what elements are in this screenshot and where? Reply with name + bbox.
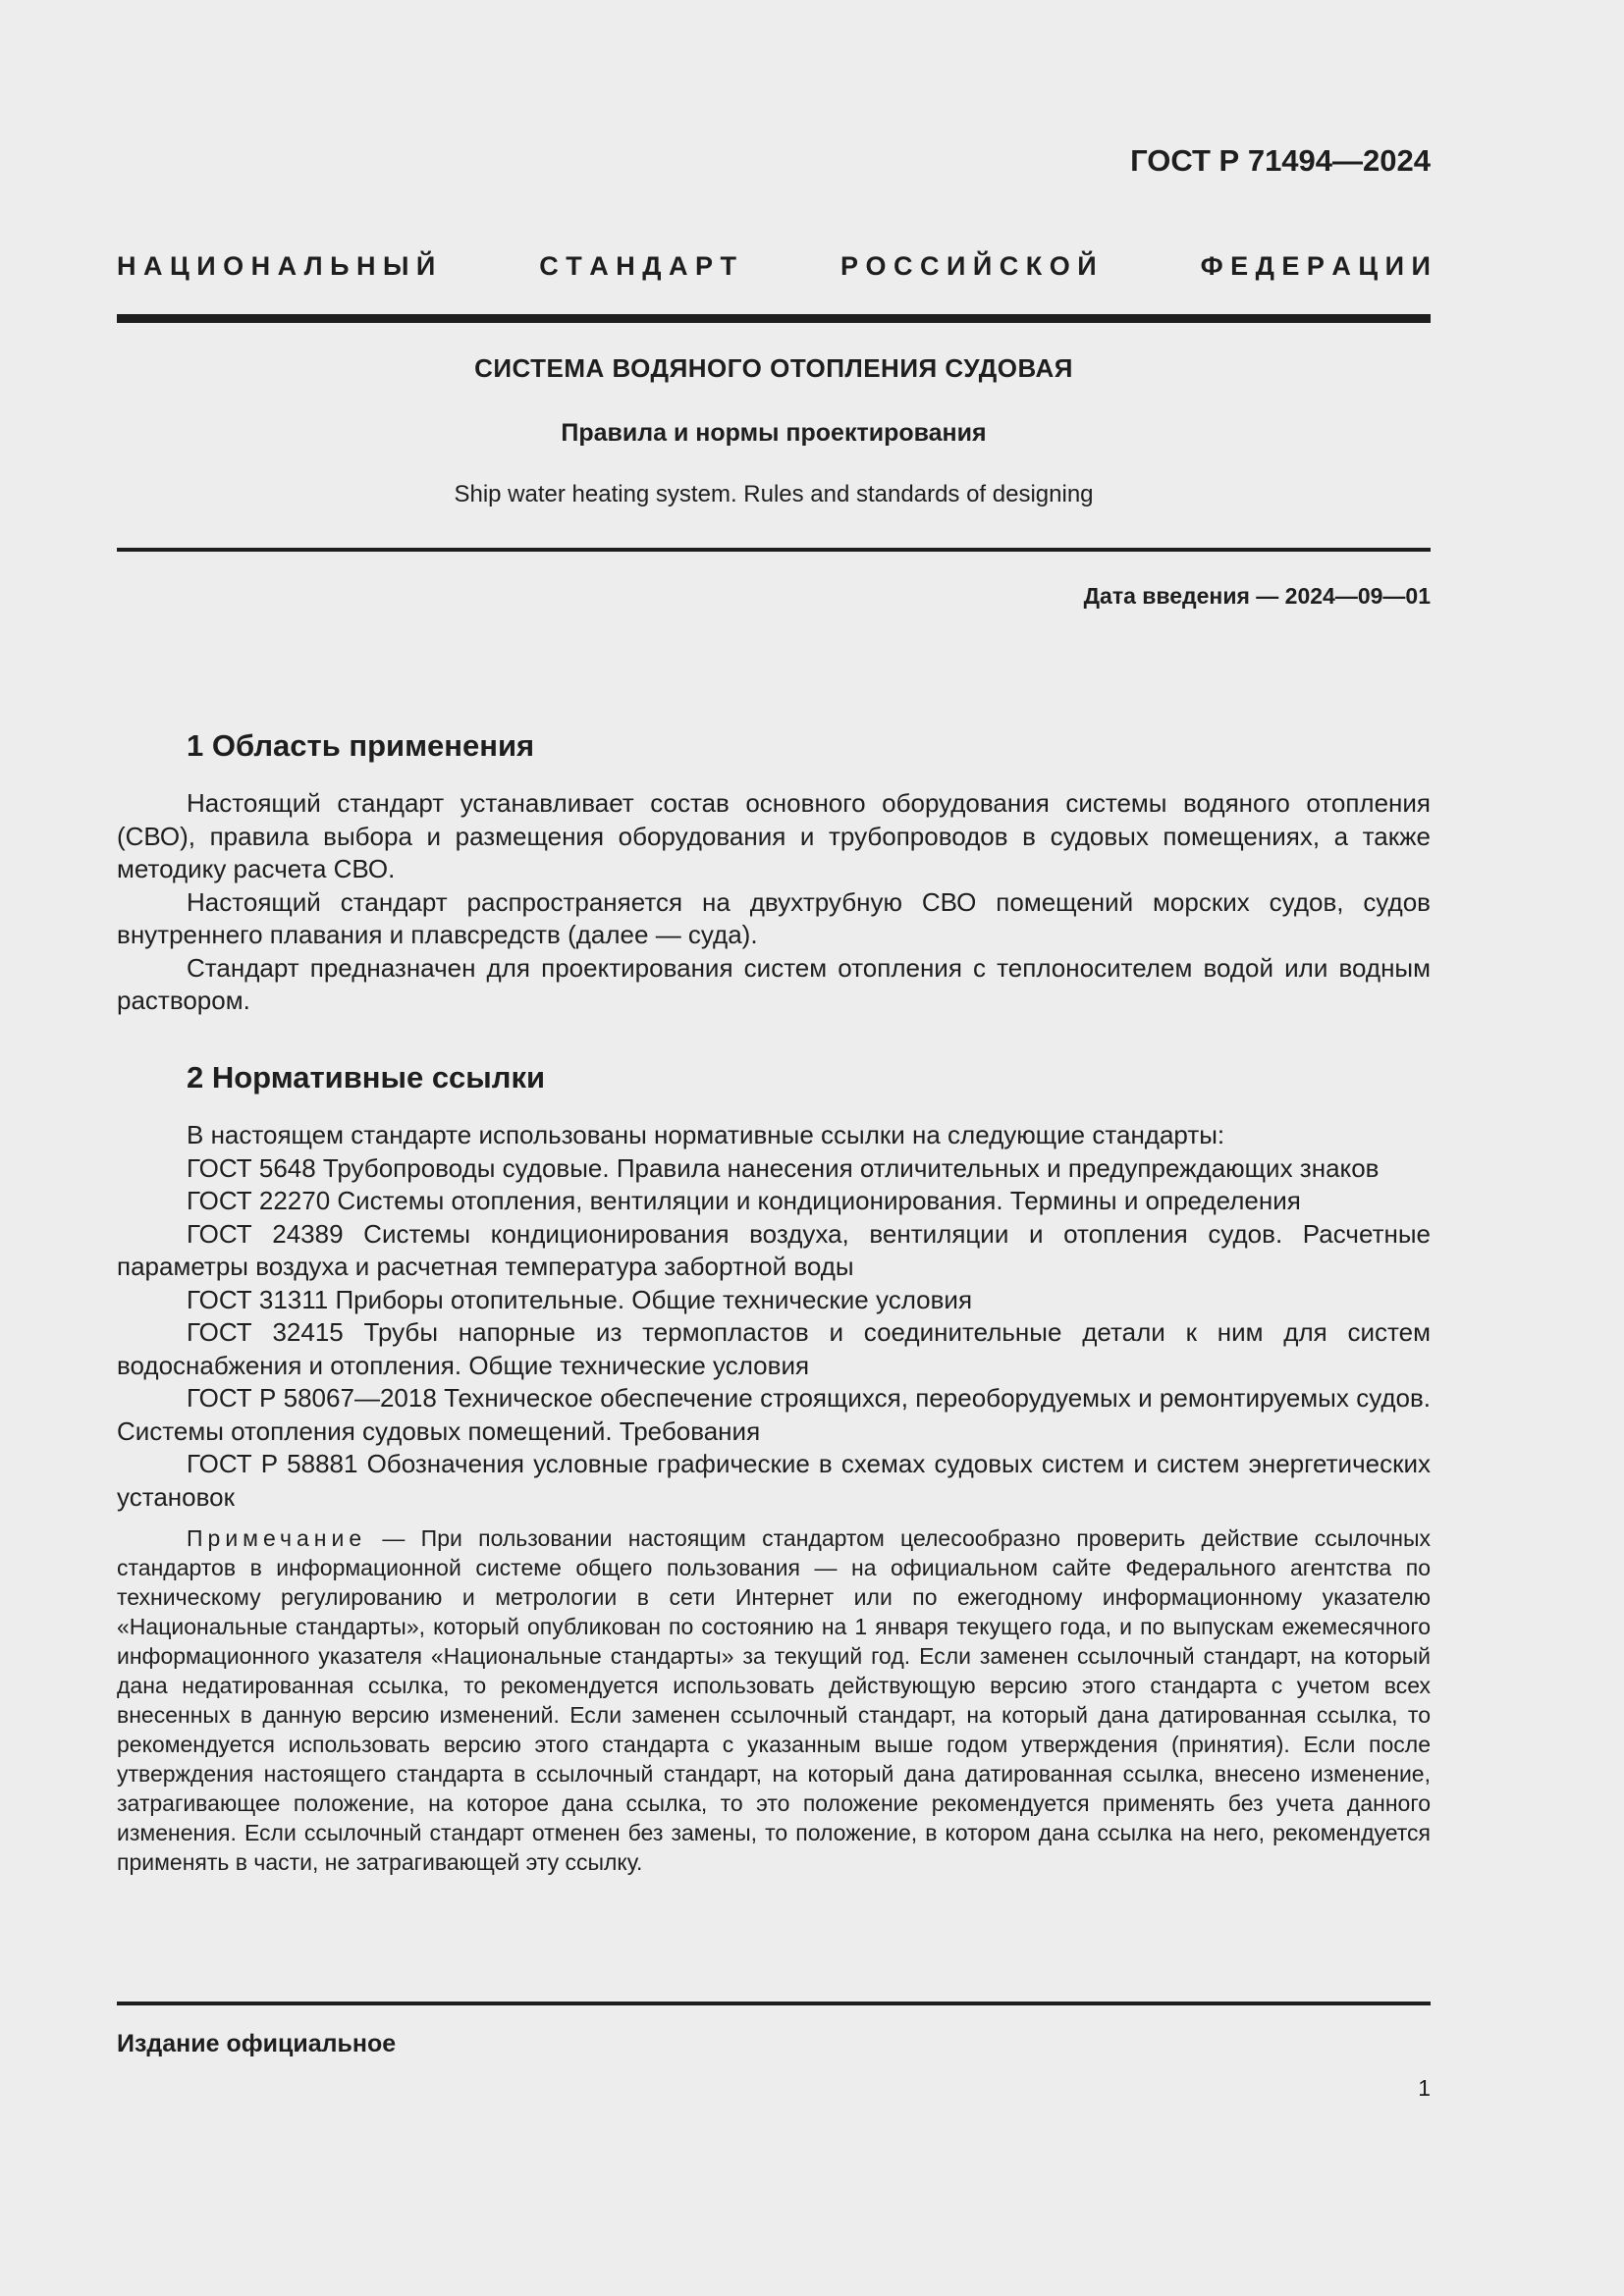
edition-label: Издание официальное <box>117 2030 397 2057</box>
banner-word: Н А Ц И О Н А Л Ь Н Ы Й <box>117 251 436 281</box>
section-heading: 2 Нормативные ссылки <box>187 1060 546 1095</box>
document-page <box>117 0 1431 2296</box>
document-title: СИСТЕМА ВОДЯНОГО ОТОПЛЕНИЯ СУДОВАЯ <box>474 353 1073 383</box>
paragraph: Настоящий стандарт распространяется на двухтрубную СВО помещений морских судов, судов внутреннего плавания и плавсредств (далее — суда). <box>117 886 1431 949</box>
header-divider <box>117 314 1431 323</box>
reference-item: ГОСТ Р 58067—2018 Техническое обеспечение строящихся, переоборудуемых и ремонтируемых судов. Системы отопления судовых помещений. Требования <box>117 1383 1431 1446</box>
paragraph: Стандарт предназначен для проектирования систем отопления с теплоносителем водой или водным раствором. <box>117 952 1431 1015</box>
paragraph: Настоящий стандарт устанавливает состав основного оборудования системы водяного отопления (СВО), правила выбора и размещения оборудования и трубопроводов в судовых помещениях, а также методику расчета СВО. <box>117 788 1431 883</box>
banner-word: С Т А Н Д А Р Т <box>539 251 737 281</box>
note-text: — При пользовании настоящим стандартом целесообразно проверить действие ссылочных стандартов в информационной системе общего пользования — на официальном сайте Федерального агентства по техническому регулированию и метрологии в сети Интернет или по ежегодному информационному указателю «Национальные стандарты», который опубликован по состоянию на 1 января текущего года, и по выпускам ежемесячного информационного указателя «Национальные стандарты» за текущий год. Если заменен ссылочный стандарт, на который дана недатированная ссылка, то рекомендуется использовать действующую версию этого стандарта с учетом всех внесенных в данную версию изменений. Если заменен ссылочный стандарт, на который дана датированная ссылка, то рекомендуется использовать версию этого стандарта с указанным выше годом утверждения (принятия). Если после утверждения настоящего стандарта в ссылочный стандарт, на который дана датированная ссылка, внесено изменение, затрагивающее положение, на которое дана ссылка, то это положение рекомендуется применять без учета данного изменения. Если ссылочный стандарт отменен без замены, то положение, в котором дана ссылка на него, рекомендуется применять в части, не затрагивающей эту ссылку. <box>117 1525 1431 1875</box>
reference-item: ГОСТ Р 58881 Обозначения условные графические в схемах судовых систем и систем энергетических установок <box>117 1449 1431 1512</box>
document-subtitle: Правила и нормы проектирования <box>561 419 987 447</box>
reference-item: ГОСТ 32415 Трубы напорные из термопластов и соединительные детали к ним для систем водоснабжения и отопления. Общие технические условия <box>117 1317 1431 1380</box>
banner-word: Ф Е Д Е Р А Ц И И <box>1200 251 1431 281</box>
title-divider <box>117 548 1431 552</box>
introduction-date: Дата введения — 2024—09—01 <box>1083 583 1431 609</box>
document-number: ГОСТ Р 71494—2024 <box>1130 143 1431 178</box>
section-scope <box>117 728 1431 1018</box>
banner-word: Р О С С И Й С К О Й <box>839 251 1097 281</box>
reference-item: ГОСТ 22270 Системы отопления, вентиляции и кондиционирования. Термины и определения <box>187 1186 1301 1215</box>
reference-item: ГОСТ 5648 Трубопроводы судовые. Правила нанесения отличительных и предупреждающих знаков <box>187 1152 1380 1183</box>
section-normative-references <box>117 1060 1431 1877</box>
note-paragraph <box>117 1523 1431 1877</box>
page-number: 1 <box>1418 2075 1431 2101</box>
paragraph: В настоящем стандарте использованы нормативные ссылки на следующие стандарты: <box>187 1120 1225 1149</box>
standard-banner <box>117 251 1431 282</box>
english-title: Ship water heating system. Rules and standards of designing <box>454 481 1094 507</box>
section-heading: 1 Область применения <box>187 728 535 763</box>
note-label: Примечание <box>187 1525 367 1551</box>
reference-item: ГОСТ 24389 Системы кондиционирования воздуха, вентиляции и отопления судов. Расчетные параметры воздуха и расчетная температура забортной воды <box>117 1218 1431 1281</box>
reference-item: ГОСТ 31311 Приборы отопительные. Общие технические условия <box>187 1284 973 1314</box>
footer-divider <box>117 2002 1431 2005</box>
